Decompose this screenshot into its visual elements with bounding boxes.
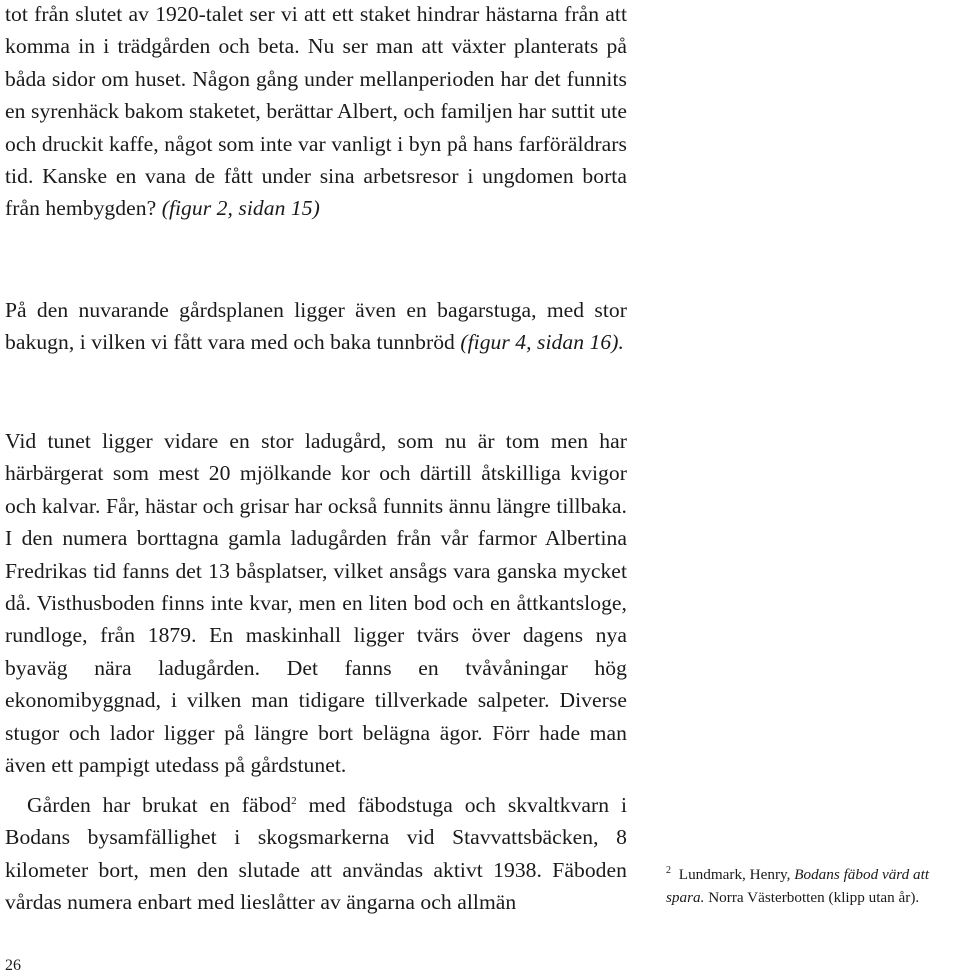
figure-reference-2: (figur 2, sidan 15) bbox=[161, 196, 320, 221]
footnote bbox=[666, 863, 960, 909]
paragraph-3-text: Vid tunet ligger vidare en stor ladugård, som nu är tom men har härbärgerat som mest 20 mjölkande kor och därtill åtskilliga kvigor och kalvar. Får, hästar och grisar har också funnits ännu längre tillbaka. I den numera borttagna gamla ladugården från vår farmor Albertina Fredrikas tid fanns det 13 båsplatser, vilket ansågs vara ganska mycket då. Visthusboden finns inte kvar, men en liten bod och en åttkantsloge, rundloge, från 1879. En maskinhall ligger tvärs över dagens nya byaväg nära ladugården. Det fanns en tvåvåningar hög ekonomibyggnad, i vilken man tidigare tillverkade salpeter. Diverse stugor och lador ligger på längre bort belägna ägor. Förr hade man även ett pampigt utedass på gårdstunet. bbox=[5, 429, 627, 778]
footnote-number: 2 bbox=[666, 865, 671, 876]
footnote-reference: 2 bbox=[291, 795, 297, 807]
paragraph-2-text: På den nuvarande gårdsplanen ligger även en bagarstuga, med stor bakugn, i vilken vi fått vara med och baka tunnbröd bbox=[5, 298, 627, 355]
paragraph-2 bbox=[5, 294, 627, 359]
paragraph-1-text: tot från slutet av 1920-talet ser vi att ett staket hindrar hästarna från att komma in i trädgården och beta. Nu ser man att växter planterats på båda sidor om huset. Någon gång under mellanperioden har det funnits en syrenhäck bakom staketet, berättar Albert, och familjen har suttit ute och druckit kaffe, något som inte var vanligt i byn på hans farföräldrars tid. Kanske en vana de fått under sina arbetsresor i ungdomen borta från hembygden? bbox=[5, 2, 627, 221]
page-number: 26 bbox=[5, 957, 21, 974]
paragraph-4 bbox=[5, 789, 627, 919]
footnote-title: Bodans fäbod värd att spara. bbox=[666, 866, 930, 906]
paragraph-4-text-start: Gården har brukat en fäbod bbox=[27, 793, 292, 817]
footnote-publisher: Norra Västerbotten (klipp utan år). bbox=[708, 889, 920, 906]
paragraph-1 bbox=[5, 0, 627, 225]
paragraph-4-text-end: med fäbodstuga och skvaltkvarn i Bodans bysamfällighet i skogsmarkerna vid Stavvattsbäcken, 8 kilometer bort, men den slutade att användas aktivt 1938. Fäboden vårdas numera enbart med lieslåtter av ängarna och allmän bbox=[5, 793, 627, 915]
figure-reference-4: (figur 4, sidan 16). bbox=[460, 330, 624, 355]
paragraph-3 bbox=[5, 425, 627, 781]
footnote-author: Lundmark, Henry, bbox=[678, 866, 791, 883]
